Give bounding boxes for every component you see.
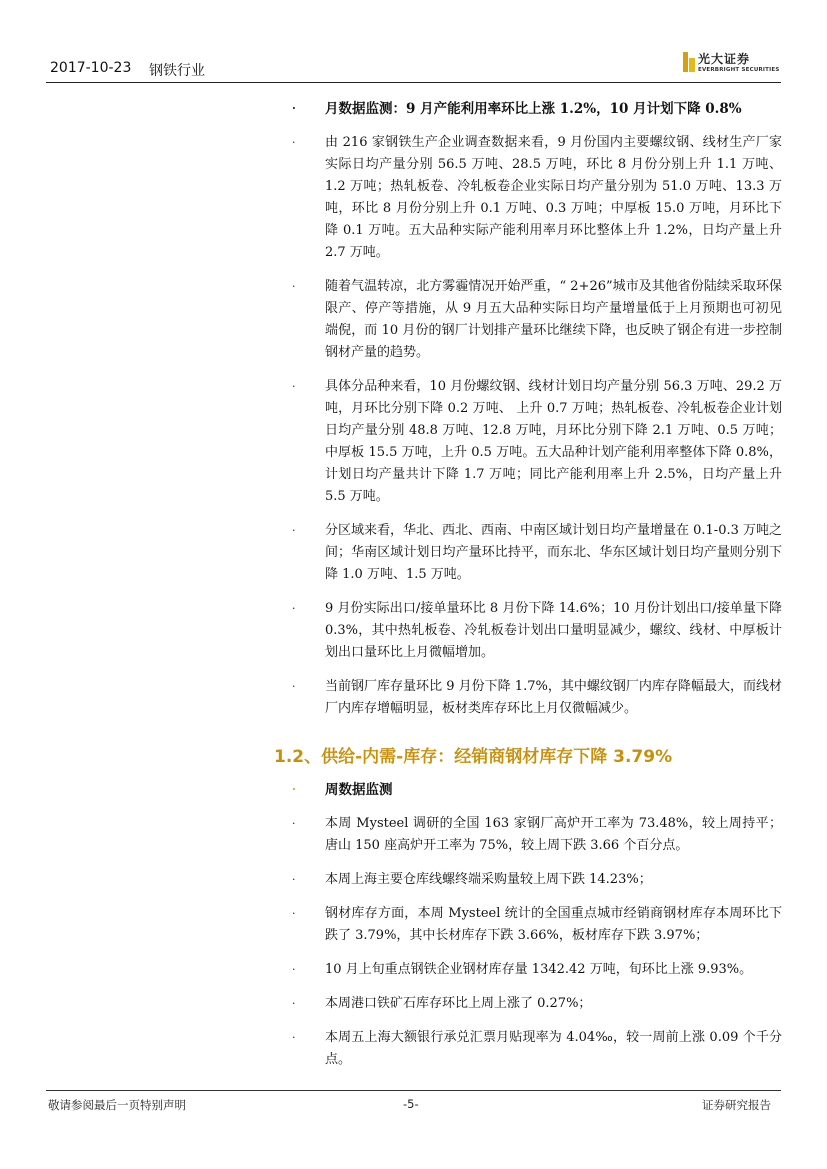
page-header <box>46 55 781 81</box>
list-item <box>282 276 782 364</box>
bullet-icon: · <box>292 136 296 149</box>
paragraph-text: 随着气温转凉，北方雾霾情况开始严重，“ 2+26”城市及其他省份陆续采取环保限产、停产等措施，从 9 月五大品种实际日均产量增量低于上月预期也可初见端倪，而 10 月份的钢厂计划排产量环比继续下降，也反映了钢企有进一步控制钢材产量的趋势。 <box>325 279 782 360</box>
monthly-heading <box>282 98 782 120</box>
list-item <box>282 520 782 586</box>
paragraph-text: 本周五上海大额银行承兑汇票月贴现率为 4.04‰，较一周前上涨 0.09 个千分点。 <box>325 1030 782 1067</box>
page-number: -5- <box>403 1097 419 1111</box>
list-item <box>282 598 782 664</box>
logo-mark-icon <box>683 52 695 72</box>
list-item <box>282 1027 782 1071</box>
bullet-icon: · <box>292 817 296 830</box>
list-item <box>282 132 782 264</box>
report-sector: 钢铁行业 <box>149 63 205 79</box>
logo-text-en: EVERBRIGHT SECURITIES <box>698 67 780 73</box>
paragraph-text: 周数据监测 <box>325 782 393 798</box>
paragraph-text: 由 216 家钢铁生产企业调查数据来看，9 月份国内主要螺纹钢、线材生产厂家实际日均产量分别 56.5 万吨、28.5 万吨，环比 8 月份分别上升 1.1 万吨、1.2 万吨；热轧板卷、冷轧板卷企业实际日均产量分别为 51.0 万吨、13.3 万吨，环比 8 月份分别上升 0.1 万吨、0.3 万吨；中厚板 15.0 万吨，月环比下降 0.1 万吨。五大品种实际产能利用率月环比整体上升 1.2%，日均产量上升 2.7 万吨。 <box>325 135 782 260</box>
paragraph-text: 具体分品种来看，10 月份螺纹钢、线材计划日均产量分别 56.3 万吨、29.2 万吨，月环比分别下降 0.2 万吨、 上升 0.7 万吨；热轧板卷、冷轧板卷企业计划日均产量分别 48.8 万吨、12.8 万吨，月环比分别下降 2.1 万吨、0.5 万吨；中厚板 15.5 万吨，上升 0.5 万吨。五大品种计划产能利用率整体下降 0.8%，计划日均产量共计下降 1.7 万吨；同比产能利用率上升 2.5%，日均产量上升 5.5 万吨。 <box>325 379 782 504</box>
weekly-section <box>282 779 782 1071</box>
header-divider <box>46 82 781 83</box>
bullet-icon: · <box>292 380 296 393</box>
list-item <box>282 676 782 720</box>
bullet-icon: · <box>292 524 296 537</box>
bullet-icon: · <box>292 1031 296 1044</box>
bullet-icon: · <box>292 783 296 796</box>
section-title: 1.2、供给-内需-库存：经销商钢材库存下降 3.79% <box>274 747 673 767</box>
paragraph-text: 月数据监测：9 月产能利用率环比上涨 1.2%，10 月计划下降 0.8% <box>325 101 742 117</box>
bullet-icon: · <box>292 102 296 115</box>
paragraph-text: 10 月上旬重点钢铁企业钢材库存量 1342.42 万吨，旬环比上涨 9.93%。 <box>325 962 753 977</box>
list-item <box>282 959 782 981</box>
bullet-icon: · <box>292 680 296 693</box>
company-logo <box>683 50 781 76</box>
paragraph-text: 本周上海主要仓库线螺终端采购量较上周下跌 14.23%； <box>325 872 652 887</box>
paragraph-text: 钢材库存方面，本周 Mysteel 统计的全国重点城市经销商钢材库存本周环比下跌了 3.79%，其中长材库存下跌 3.66%，板材库存下跌 3.97%； <box>325 906 782 943</box>
list-item <box>282 903 782 947</box>
paragraph-text: 本周 Mysteel 调研的全国 163 家钢厂高炉开工率为 73.48%，较上周持平；唐山 150 座高炉开工率为 75%，较上周下跌 3.66 个百分点。 <box>325 816 782 853</box>
list-item <box>282 993 782 1015</box>
footer-report-type: 证券研究报告 <box>702 1098 771 1112</box>
paragraph-text: 分区域来看，华北、西北、西南、中南区域计划日均产量增量在 0.1-0.3 万吨之间；华南区域计划日均产量环比持平，而东北、华东区域计划日均产量则分别下降 1.0 万吨、1.5 万吨。 <box>325 523 783 582</box>
paragraph-text: 9 月份实际出口/接单量环比 8 月份下降 14.6%；10 月份计划出口/接单量下降 0.3%，其中热轧板卷、冷轧板卷计划出口量明显减少，螺纹、线材、中厚板计划出口量环比上月微幅增加。 <box>325 601 782 660</box>
bullet-icon: · <box>292 602 296 615</box>
bullet-icon: · <box>292 963 296 976</box>
logo-text-cn: 光大证券 <box>698 52 751 66</box>
list-item <box>282 376 782 508</box>
bullet-icon: · <box>292 997 296 1010</box>
footer-disclaimer: 敬请参阅最后一页特别声明 <box>48 1098 186 1112</box>
paragraph-text: 本周港口铁矿石库存环比上周上涨了 0.27%； <box>325 996 592 1011</box>
monthly-section <box>282 98 782 720</box>
bullet-icon: · <box>292 280 296 293</box>
list-item <box>282 869 782 891</box>
bullet-icon: · <box>292 907 296 920</box>
weekly-heading <box>282 779 782 801</box>
main-content <box>274 98 783 1083</box>
list-item <box>282 813 782 857</box>
paragraph-text: 当前钢厂库存量环比 9 月份下降 1.7%，其中螺纹钢厂内库存降幅最大，而线材厂内库存增幅明显，板材类库存环比上月仅微幅减少。 <box>325 679 782 716</box>
report-date: 2017-10-23 <box>50 60 132 76</box>
footer-divider <box>46 1090 781 1091</box>
bullet-icon: · <box>292 873 296 886</box>
